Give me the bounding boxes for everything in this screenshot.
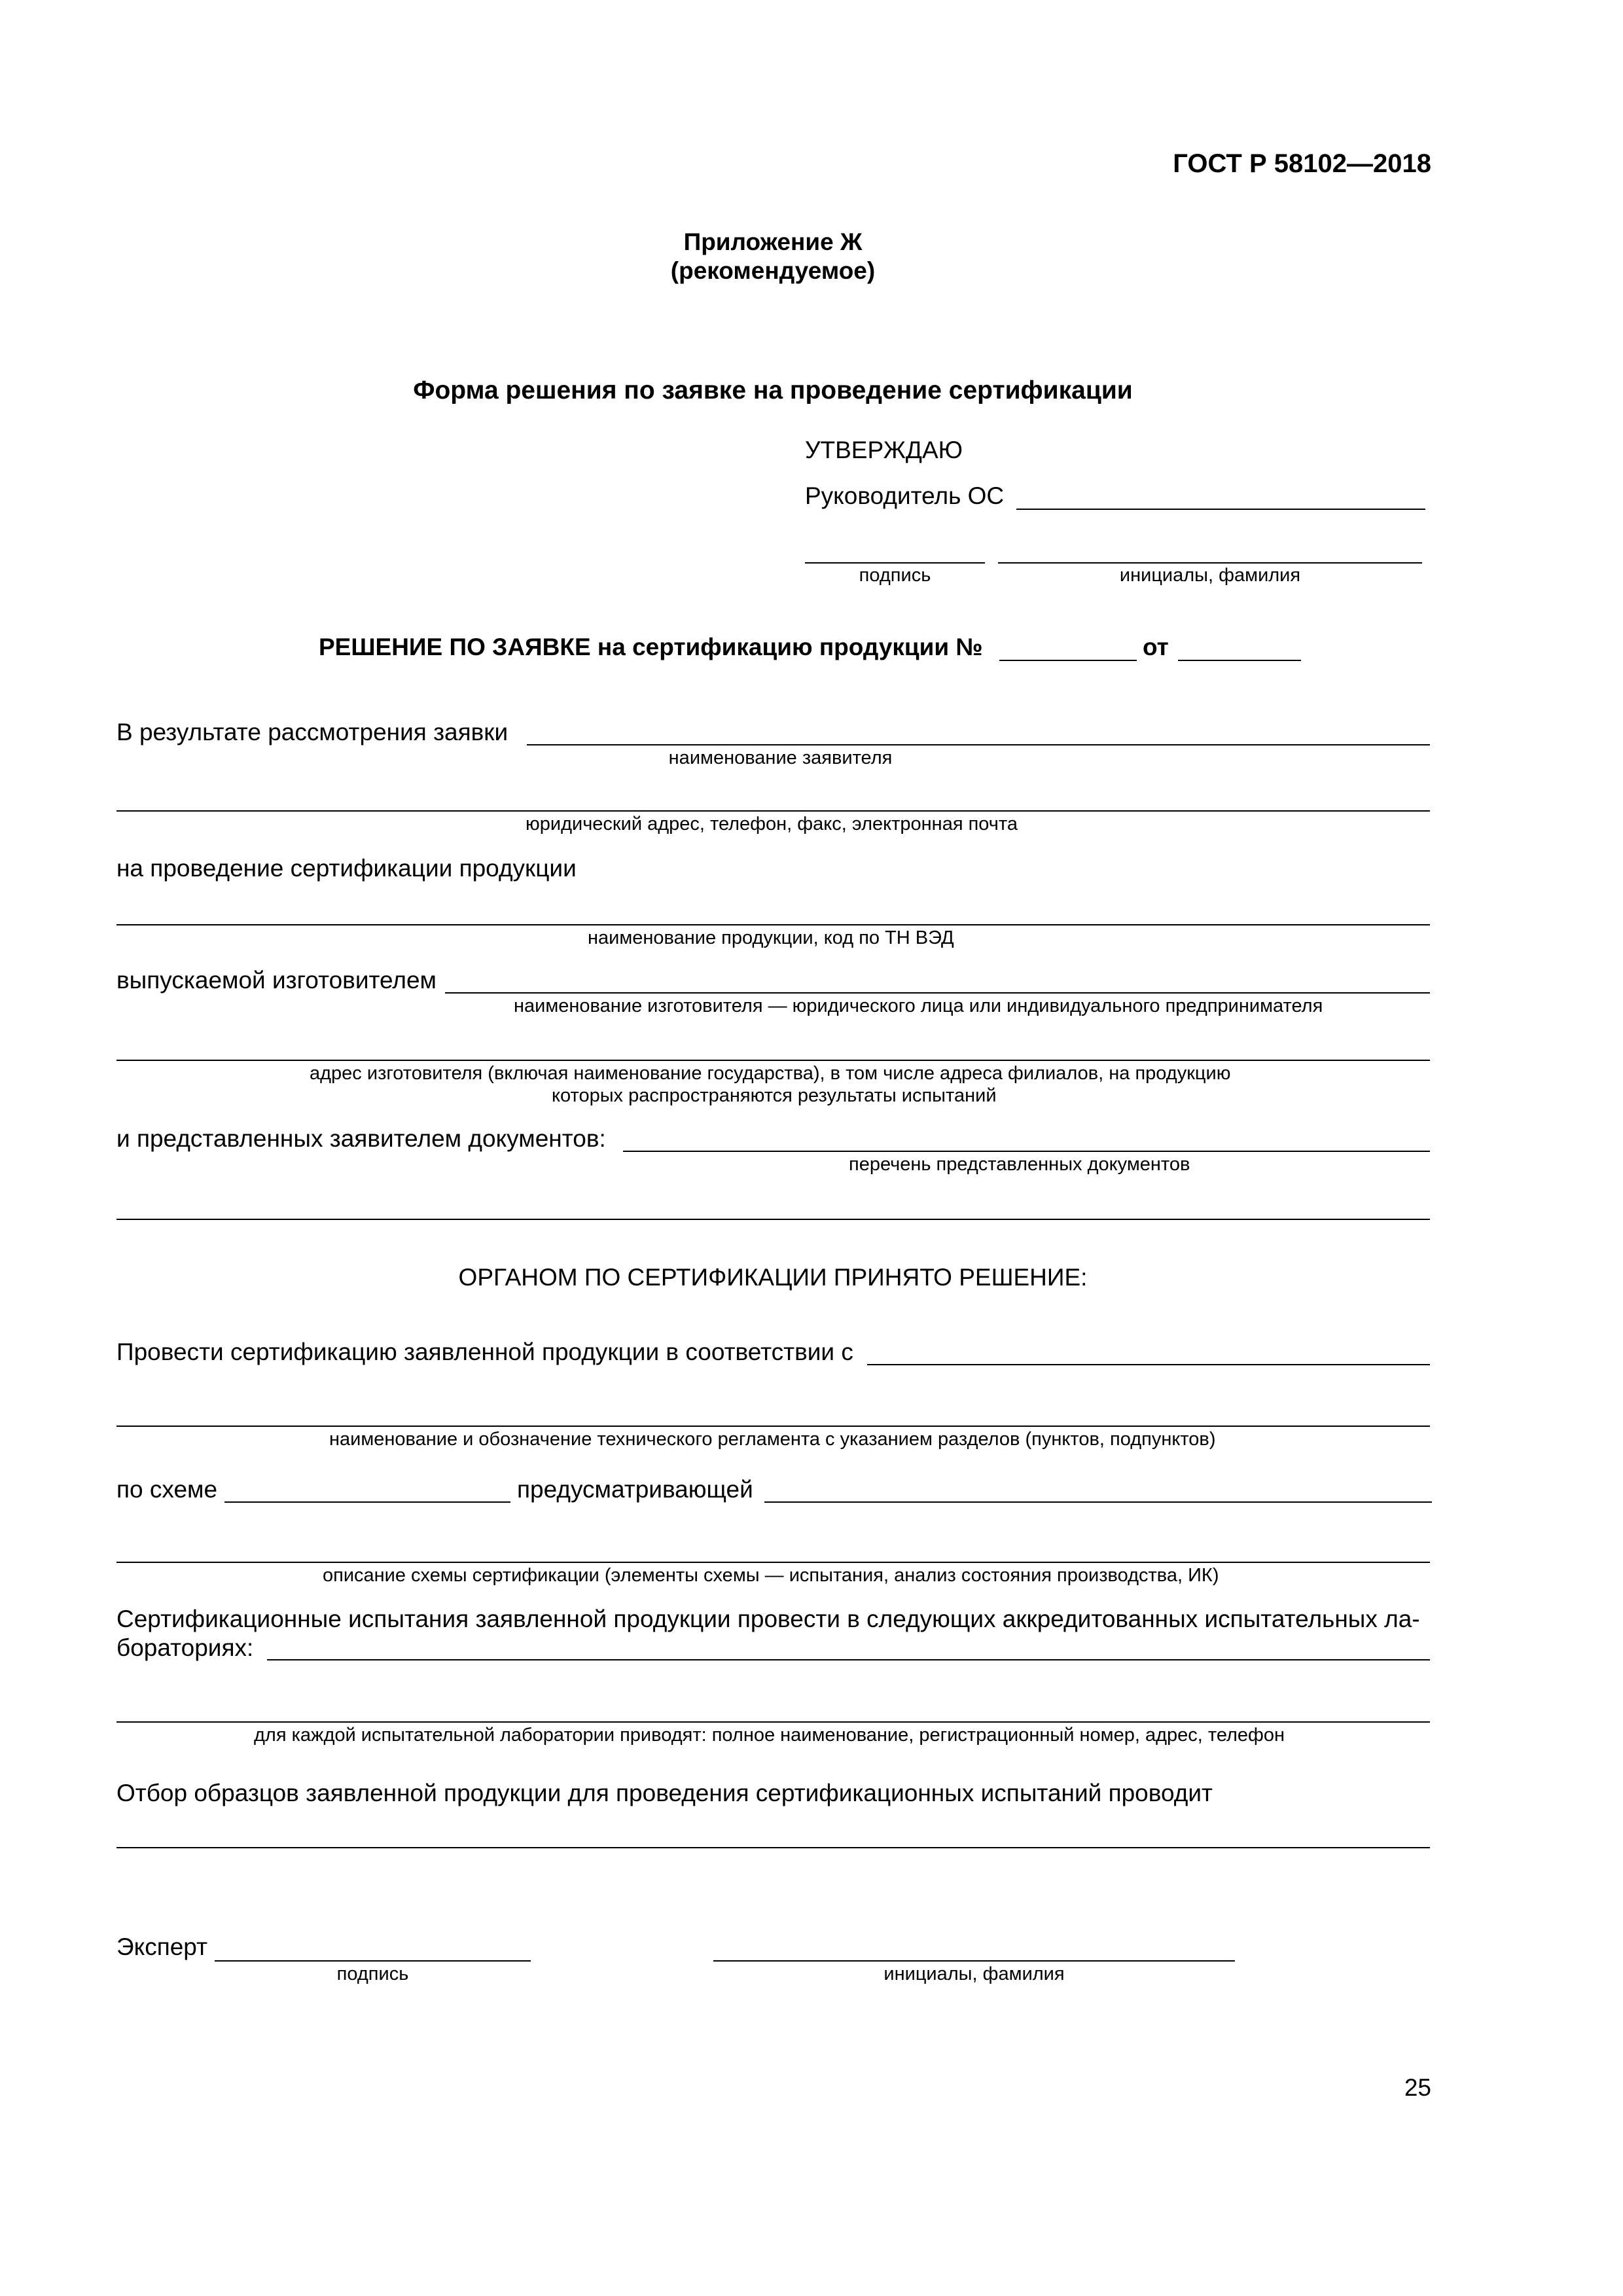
scheme-caption: описание схемы сертификации (элементы схемы — испытания, анализ состояния производства, ИК) (323, 1565, 1219, 1586)
labs-caption: для каждой испытательной лаборатории приводят: полное наименование, регистрационный номер, адрес, телефон (254, 1725, 1285, 1746)
application-number-line[interactable] (999, 660, 1137, 661)
manufacturer-address-line[interactable] (116, 1060, 1430, 1061)
approve-label: УТВЕРЖДАЮ (805, 437, 963, 463)
head-name-line[interactable] (1016, 509, 1425, 510)
decision-section-heading: ОРГАНОМ ПО СЕРТИФИКАЦИИ ПРИНЯТО РЕШЕНИЕ: (458, 1264, 1088, 1291)
manufacturer-caption: наименование изготовителя — юридического лица или индивидуального предпринимателя (514, 996, 1323, 1016)
labs-label-line2: бораториях: (116, 1634, 254, 1661)
contacts-line[interactable] (116, 810, 1430, 812)
head-initials-line[interactable] (998, 562, 1422, 564)
regulation-line-2[interactable] (116, 1426, 1430, 1427)
applicant-line[interactable] (527, 744, 1430, 745)
providing-label: предусматривающей (517, 1476, 753, 1503)
head-initials-caption: инициалы, фамилия (1119, 565, 1301, 586)
application-date-line[interactable] (1178, 660, 1301, 661)
documents-line[interactable] (623, 1151, 1430, 1152)
documents-line-2[interactable] (116, 1219, 1430, 1220)
head-signature-line[interactable] (805, 562, 985, 564)
manufacturer-line[interactable] (445, 992, 1430, 994)
labs-line-2[interactable] (116, 1721, 1430, 1723)
labs-line[interactable] (267, 1659, 1430, 1660)
scheme-label: по схеме (116, 1476, 218, 1503)
regulation-line[interactable] (867, 1364, 1430, 1365)
appendix-status: (рекомендуемое) (670, 257, 876, 284)
documents-label: и представленных заявителем документов: (116, 1125, 606, 1152)
regulation-caption: наименование и обозначение технического регламента с указанием разделов (пунктов, подпунктов) (329, 1429, 1216, 1450)
page-number: 25 (1404, 2074, 1431, 2101)
sampling-label: Отбор образцов заявленной продукции для проведения сертификационных испытаний проводит (116, 1780, 1213, 1806)
appendix-title: Приложение Ж (683, 228, 863, 255)
address-caption-line1: адрес изготовителя (включая наименование государства), в том числе адреса филиалов, на продукцию (310, 1063, 1231, 1084)
expert-signature-caption: подпись (336, 1964, 409, 1984)
sampling-line[interactable] (116, 1847, 1430, 1848)
contacts-caption: юридический адрес, телефон, факс, электронная почта (526, 814, 1018, 834)
product-line[interactable] (116, 924, 1430, 925)
expert-label: Эксперт (116, 1933, 208, 1960)
form-title: Форма решения по заявке на проведение сертификации (413, 376, 1133, 404)
documents-caption: перечень представленных документов (849, 1154, 1190, 1175)
decision-heading: РЕШЕНИЕ ПО ЗАЯВКЕ на сертификацию продукции № (319, 634, 983, 660)
labs-label-line1: Сертификационные испытания заявленной продукции провести в следующих аккредитованных испытательных ла- (116, 1605, 1420, 1632)
expert-name-line[interactable] (713, 1960, 1235, 1962)
head-label: Руководитель ОС (805, 482, 1005, 509)
review-label: В результате рассмотрения заявки (116, 719, 508, 745)
certification-label: на проведение сертификации продукции (116, 855, 577, 882)
product-caption: наименование продукции, код по ТН ВЭД (588, 927, 954, 948)
applicant-caption: наименование заявителя (668, 747, 893, 768)
head-signature-caption: подпись (859, 565, 931, 586)
conduct-label: Провести сертификацию заявленной продукции в соответствии с (116, 1338, 853, 1365)
standard-number: ГОСТ Р 58102—2018 (1173, 149, 1431, 178)
scheme-line[interactable] (224, 1501, 510, 1503)
providing-line[interactable] (764, 1501, 1432, 1503)
manufacturer-label: выпускаемой изготовителем (116, 967, 437, 994)
scheme-description-line[interactable] (116, 1562, 1430, 1563)
expert-signature-line[interactable] (215, 1960, 531, 1962)
expert-name-caption: инициалы, фамилия (883, 1964, 1065, 1984)
decision-from-label: от (1143, 634, 1169, 660)
address-caption-line2: которых распространяются результаты испытаний (552, 1085, 997, 1106)
